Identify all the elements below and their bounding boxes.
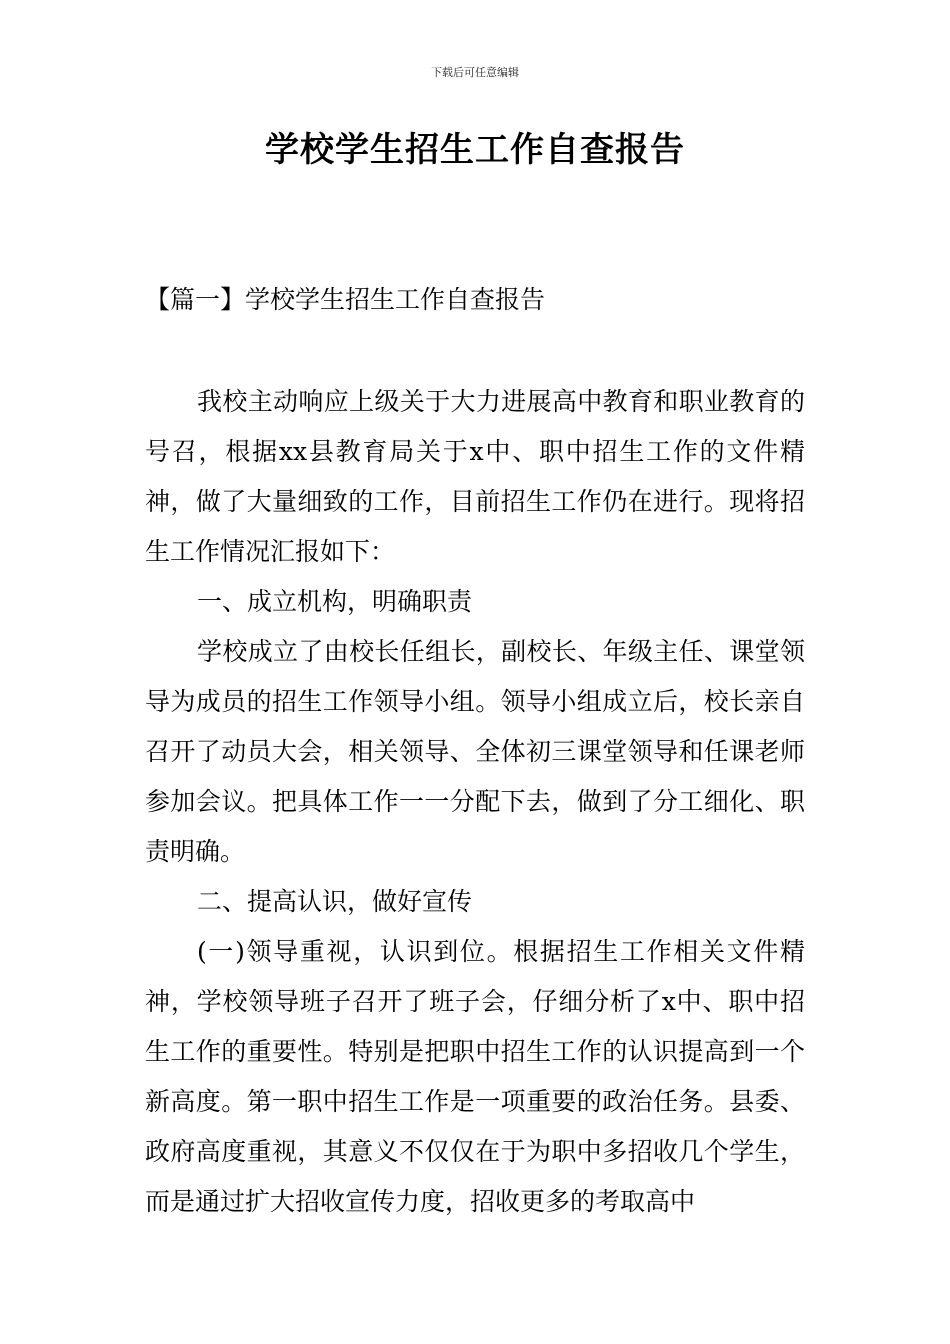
header-note: 下载后可任意编辑: [431, 66, 519, 79]
paragraph-organization: 学校成立了由校长任组长，副校长、年级主任、课堂领导为成员的招生工作领导小组。领导小组成立后，校长亲自召开了动员大会，相关领导、全体初三课堂领导和任课老师参加会议。把具体工作一一分配下去，做到了分工细化、职责明确。: [145, 637, 805, 866]
subheading-establish-organization: 一、成立机构，明确职责: [197, 587, 473, 616]
body-text: [145, 377, 805, 1227]
section-heading: 【篇一】学校学生招生工作自查报告: [145, 285, 546, 314]
paragraph-leadership: (一)领导重视，认识到位。根据招生工作相关文件精神，学校领导班子召开了班子会，仔细分析了x中、职中招生工作的重要性。特别是把职中招生工作的认识提高到一个新高度。第一职中招生工作是一项重要的政治任务。县委、政府高度重视，其意义不仅仅在于为职中多招收几个学生，而是通过扩大招收宣传力度，招收更多的考取高中: [145, 937, 805, 1216]
subheading-raise-awareness: 二、提高认识，做好宣传: [197, 887, 473, 916]
document-title: 学校学生招生工作自查报告: [265, 130, 685, 170]
paragraph-intro: 我校主动响应上级关于大力进展高中教育和职业教育的号召，根据xx县教育局关于x中、职中招生工作的文件精神，做了大量细致的工作，目前招生工作仍在进行。现将招生工作情况汇报如下：: [145, 387, 805, 566]
